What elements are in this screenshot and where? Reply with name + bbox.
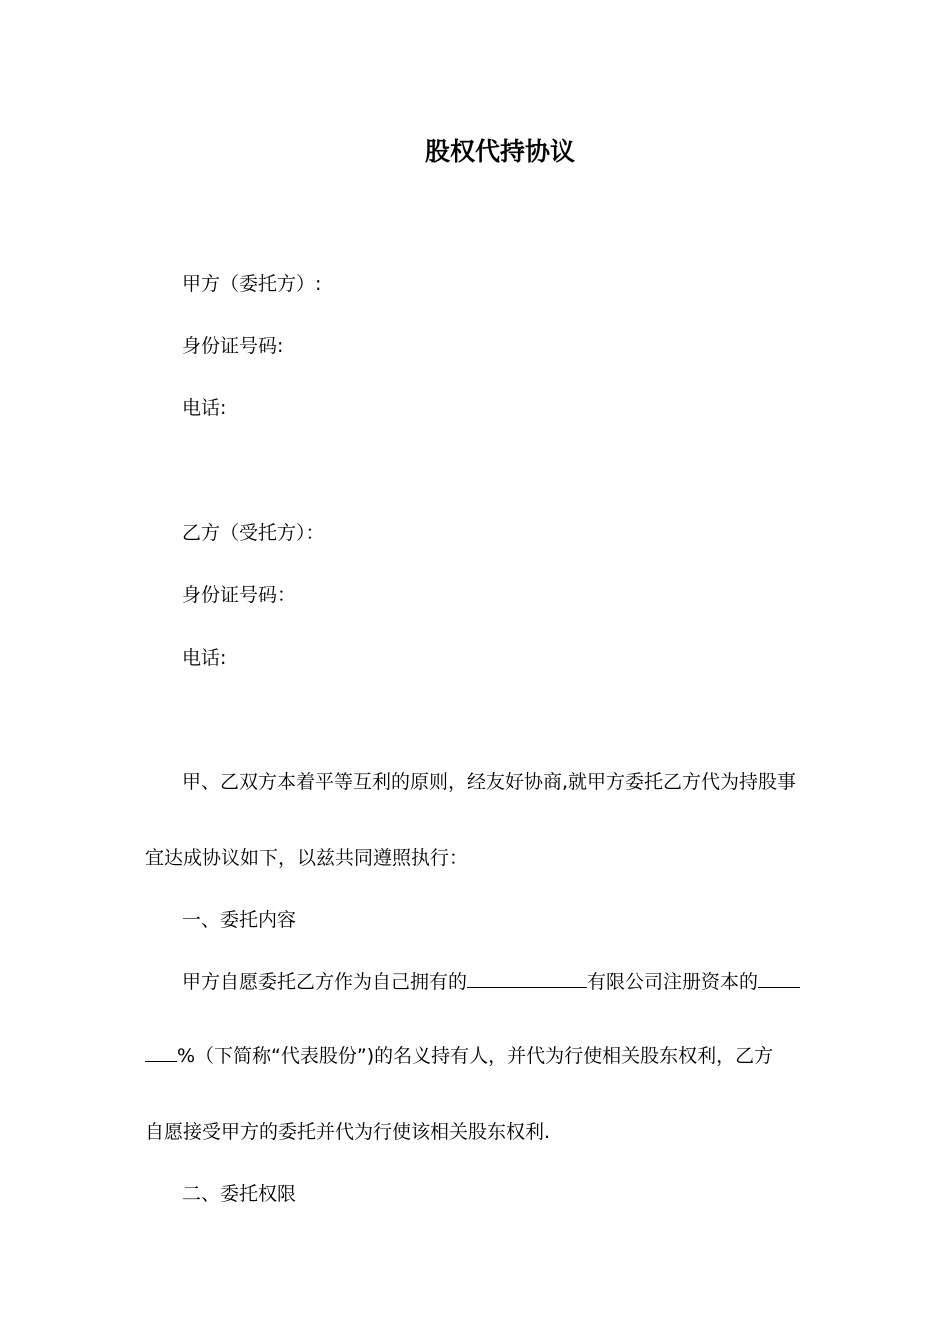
preamble-line-2: 宜达成协议如下，以兹共同遵照执行： (145, 847, 469, 869)
percentage-blank-end (145, 1043, 177, 1062)
party-a-label: 甲方（委托方）: (182, 273, 322, 295)
section-1-heading: 一、委托内容 (182, 909, 297, 931)
section-1-line-1-mid: 有限公司注册资本的 (587, 971, 759, 993)
preamble-line-1: 甲、乙双方本着平等互利的原则，经友好协商,就甲方委托乙方代为持股事 (182, 771, 797, 793)
company-name-blank (467, 969, 587, 988)
section-1-line-3: 自愿接受甲方的委托并代为行使该相关股东权利. (145, 1121, 551, 1143)
document-title: 股权代持协议 (424, 137, 575, 166)
section-1-line-2-text: %（下简称“代表股份”)的名义持有人，并代为行使相关股东权利，乙方 (177, 1045, 774, 1067)
party-b-phone-label: 电话: (182, 647, 227, 669)
section-1-line-2 (145, 1043, 773, 1069)
section-2-heading: 二、委托权限 (182, 1183, 297, 1205)
party-a-id-label: 身份证号码: (182, 335, 284, 357)
section-1-line-1-start: 甲方自愿委托乙方作为自己拥有的 (182, 971, 468, 993)
section-1-line-1 (182, 969, 800, 995)
party-b-label: 乙方（受托方）： (182, 522, 325, 544)
party-b-id-label: 身份证号码： (182, 584, 297, 606)
party-a-phone-label: 电话: (182, 397, 227, 419)
percentage-blank-start (758, 969, 800, 988)
